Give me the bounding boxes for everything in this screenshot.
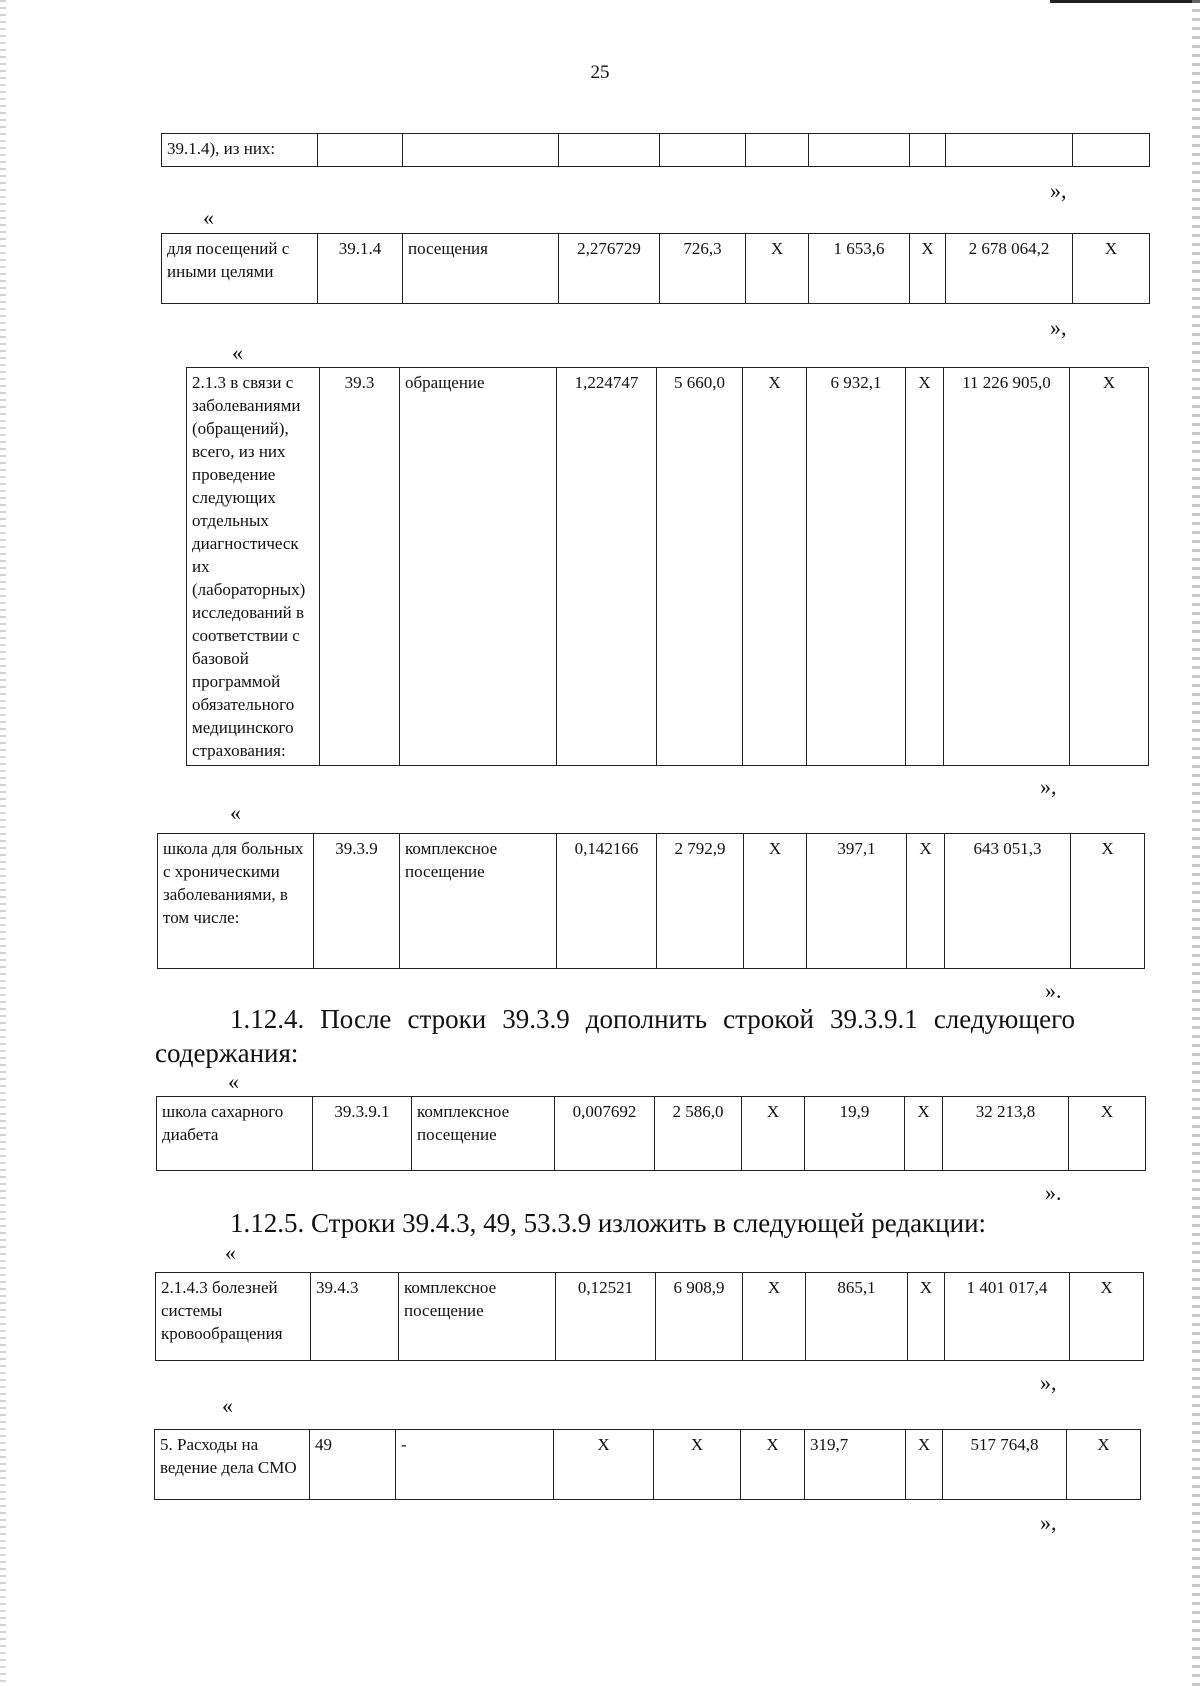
table-row bbox=[161, 233, 1150, 304]
row-unit-cell: комплексное посещение bbox=[400, 834, 557, 969]
row-code-cell: 49 bbox=[310, 1430, 396, 1500]
value-cell: X bbox=[1071, 834, 1145, 969]
opening-quote: « bbox=[230, 800, 241, 825]
value-cell: X bbox=[1069, 1097, 1146, 1171]
value-cell: 2 792,9 bbox=[657, 834, 744, 969]
value-cell: X bbox=[1070, 368, 1149, 766]
value-cell: 11 226 905,0 bbox=[944, 368, 1070, 766]
value-cell: 319,7 bbox=[805, 1430, 906, 1500]
value-cell: 397,1 bbox=[807, 834, 907, 969]
table-row bbox=[157, 833, 1145, 969]
row-name-cell: 5. Расходы на ведение дела СМО bbox=[155, 1430, 310, 1500]
value-cell: 517 764,8 bbox=[943, 1430, 1067, 1500]
row-code-cell: 39.1.4 bbox=[318, 234, 403, 304]
scan-edge-left bbox=[0, 0, 6, 1686]
value-cell: 1 401 017,4 bbox=[945, 1273, 1070, 1361]
opening-quote: « bbox=[228, 1069, 239, 1094]
value-cell: X bbox=[906, 368, 944, 766]
row-code-cell: 39.3.9 bbox=[314, 834, 400, 969]
row-code-cell: 39.3.9.1 bbox=[313, 1097, 412, 1171]
table-row bbox=[155, 1272, 1144, 1361]
closing-quote: », bbox=[1050, 178, 1067, 203]
value-cell: X bbox=[907, 834, 945, 969]
row-code-cell: 39.4.3 bbox=[311, 1273, 399, 1361]
instruction-paragraph: 1.12.4. После строки 39.3.9 дополнить строкой 39.3.9.1 следующего содержания: bbox=[155, 1004, 1075, 1068]
closing-quote: », bbox=[1050, 315, 1067, 340]
value-cell: X bbox=[741, 1430, 805, 1500]
page-number: 25 bbox=[590, 62, 610, 83]
row-name-cell: 2.1.4.3 болезней системы кровообращения bbox=[156, 1273, 311, 1361]
value-cell: 643 051,3 bbox=[945, 834, 1071, 969]
instruction-paragraph: 1.12.5. Строки 39.4.3, 49, 53.3.9 изложить в следующей редакции: bbox=[230, 1208, 987, 1238]
row-name-cell: школа для больных с хроническими заболеваниями, в том числе: bbox=[158, 834, 314, 969]
value-cell: 19,9 bbox=[805, 1097, 905, 1171]
closing-quote: ». bbox=[1045, 1180, 1062, 1205]
table-row bbox=[186, 367, 1149, 766]
value-cell: X bbox=[1073, 234, 1150, 304]
value-cell: 2,276729 bbox=[559, 234, 660, 304]
value-cell: 0,12521 bbox=[556, 1273, 656, 1361]
row-name-cell: 39.1.4), из них: bbox=[162, 134, 318, 167]
opening-quote: « bbox=[225, 1240, 236, 1265]
value-cell: 0,007692 bbox=[555, 1097, 655, 1171]
value-cell: 1,224747 bbox=[557, 368, 657, 766]
value-cell: 2 586,0 bbox=[655, 1097, 742, 1171]
value-cell: 6 908,9 bbox=[656, 1273, 743, 1361]
value-cell: 0,142166 bbox=[557, 834, 657, 969]
value-cell: 726,3 bbox=[660, 234, 746, 304]
row-unit-cell: посещения bbox=[403, 234, 559, 304]
value-cell: X bbox=[1070, 1273, 1144, 1361]
table-row bbox=[154, 1429, 1141, 1500]
row-unit-cell: - bbox=[396, 1430, 554, 1500]
value-cell: X bbox=[743, 368, 807, 766]
opening-quote: « bbox=[222, 1393, 233, 1418]
value-cell: 865,1 bbox=[806, 1273, 908, 1361]
scan-edge-line bbox=[1050, 0, 1200, 3]
closing-quote: ». bbox=[1045, 978, 1062, 1003]
row-unit-cell: комплексное посещение bbox=[399, 1273, 556, 1361]
closing-quote: », bbox=[1040, 1370, 1057, 1395]
value-cell: X bbox=[744, 834, 807, 969]
value-cell: 6 932,1 bbox=[807, 368, 906, 766]
row-unit-cell: комплексное посещение bbox=[412, 1097, 555, 1171]
row-unit-cell: обращение bbox=[400, 368, 557, 766]
value-cell: 1 653,6 bbox=[809, 234, 910, 304]
value-cell: X bbox=[906, 1430, 943, 1500]
value-cell: X bbox=[554, 1430, 654, 1500]
value-cell: 5 660,0 bbox=[657, 368, 743, 766]
value-cell: 2 678 064,2 bbox=[946, 234, 1073, 304]
closing-quote: », bbox=[1040, 1510, 1057, 1535]
value-cell: X bbox=[905, 1097, 943, 1171]
value-cell: X bbox=[746, 234, 809, 304]
closing-quote: », bbox=[1040, 774, 1057, 799]
row-code-cell: 39.3 bbox=[320, 368, 400, 766]
opening-quote: « bbox=[203, 205, 214, 230]
opening-quote: « bbox=[232, 340, 243, 365]
table-row bbox=[161, 133, 1150, 167]
row-name-cell: 2.1.3 в связи с заболеваниями (обращений), всего, из них проведение следующих отдельных диагностическ их (лабораторных) исследований в соответствии с базовой программой обязательного медицинского страхования: bbox=[187, 368, 320, 766]
value-cell: X bbox=[743, 1273, 806, 1361]
value-cell: X bbox=[742, 1097, 805, 1171]
value-cell: X bbox=[1067, 1430, 1141, 1500]
value-cell: X bbox=[910, 234, 946, 304]
table-row bbox=[156, 1096, 1146, 1171]
scan-edge-right bbox=[1192, 0, 1200, 1686]
row-name-cell: для посещений с иными целями bbox=[162, 234, 318, 304]
value-cell: 32 213,8 bbox=[943, 1097, 1069, 1171]
value-cell: X bbox=[908, 1273, 945, 1361]
row-name-cell: школа сахарного диабета bbox=[157, 1097, 313, 1171]
value-cell: X bbox=[654, 1430, 741, 1500]
